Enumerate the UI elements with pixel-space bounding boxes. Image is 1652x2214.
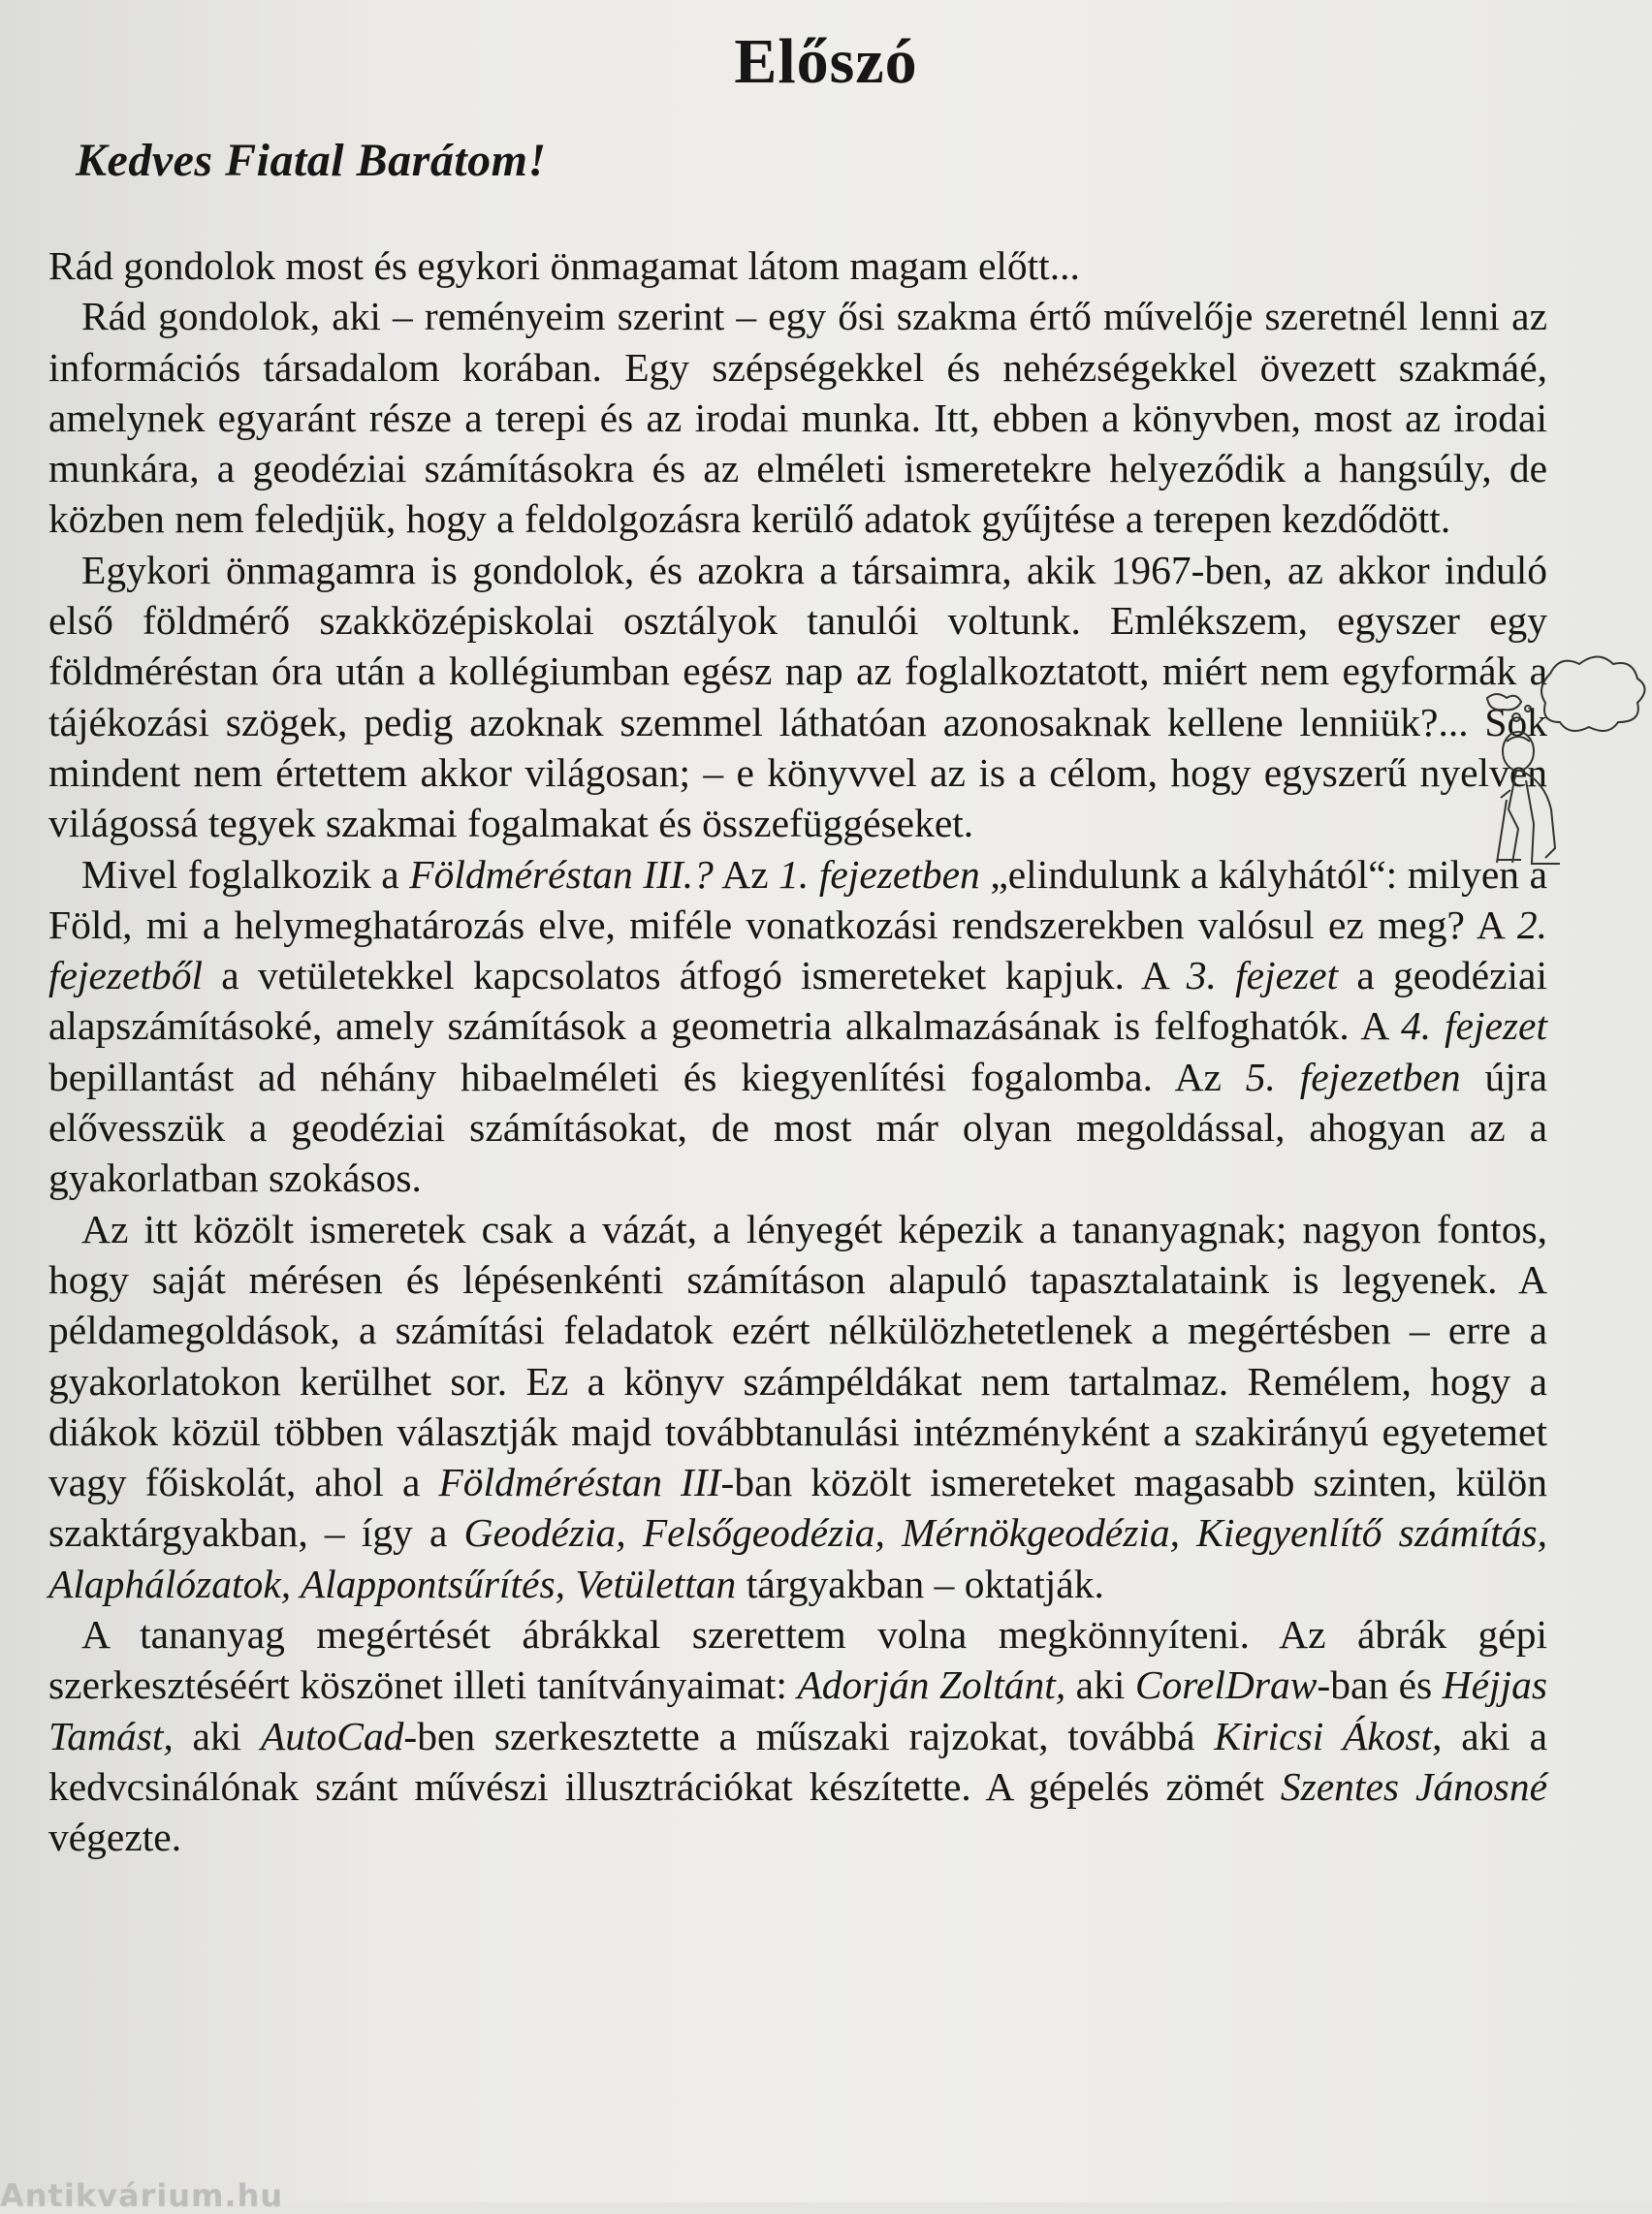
italic-text: 2. fejezetből (48, 901, 1547, 998)
text-segment: Rád gondolok, aki – reményeim szerint – egy ősi szakma értő művelője szeretnél lenni az információs társadalom korában. Egy szépségekkel és nehézségekkel övezett szakmáé, amelynek egyaránt része a terepi és az irodai munka. Itt, ebben a könyvben, most az irodai munkára, a geodéziai számításokra és az elméleti ismeretekre helyeződik a hangsúly, de közben nem feledjük, hogy a feldolgozásra kerülő adatok gyűjtése a terepen kezdődött. (48, 294, 1547, 542)
text-segment: aki (173, 1713, 261, 1758)
italic-text: 4. fejezet (1400, 1003, 1547, 1049)
salutation: Kedves Fiatal Barátom! (76, 135, 547, 186)
cartoon-illustration (1477, 645, 1652, 868)
italic-text: Kiricsi Ákost (1214, 1713, 1433, 1758)
page-title: Előszó (734, 26, 918, 97)
italic-text: CorelDraw (1134, 1662, 1318, 1708)
text-segment: , aki a kedvcsinálónak szánt művészi illusztrációkat készítette. A gépelés zömét (48, 1713, 1547, 1809)
text-segment: A tananyag megértését ábrákkal szerettem volna megkönnyíteni. Az ábrák gépi szerkesztéséért köszönet illeti tanítványaimat: (48, 1612, 1547, 1708)
italic-text: Héjjas Tamást, (48, 1662, 1548, 1758)
paragraph (48, 291, 1547, 544)
text-segment: a geodéziai alapszámításoké, amely számítások a geometria alkalmazásának is felfoghatók. A (48, 953, 1547, 1049)
text-segment: Egykori önmagamra is gondolok, és azokra a társaimra, akik 1967-ben, az akkor induló első földmérő szakközépiskolai osztályok tanulói voltunk. Emlékszem, egyszer egy földméréstan óra után a kollégiumban egész nap az foglalkoztatott, miért nem egyformák a tájékozási szögek, pedig azoknak szemmel láthatóan azonosaknak kellene lenniük?... Sok mindent nem értettem akkor világosan; – e könyvvel az is a célom, hogy egyszerű nyelven világossá tegyek szakmai fogalmakat és összefüggéseket. (48, 547, 1547, 846)
text-segment: „elindulunk a kályhától“: milyen a Föld, mi a helymeghatározás elve, miféle vonatkozási rendszerekben valósul ez meg? A (48, 851, 1547, 947)
italic-text: Földméréstan III (438, 1460, 721, 1505)
preface-body (48, 240, 1547, 1863)
italic-text: AutoCad (260, 1713, 404, 1758)
text-segment: bepillantást ad néhány hibaelméleti és kiegyenlítési fogalomba. Az (48, 1054, 1246, 1099)
text-segment: újra elővesszük a geodéziai számításokat, de most már olyan megoldással, ahogyan az a gyakorlatban szokásos. (48, 1054, 1547, 1201)
watermark: Antikvárium.hu (0, 2177, 284, 2214)
italic-text: Geodézia, Felsőgeodézia, Mérnökgeodézia, Kiegyenlítő számítás, Alaphálózatok, Alappontsűrítés, Vetülettan (48, 1510, 1547, 1606)
text-segment: -ban és (1317, 1662, 1443, 1708)
paragraph (48, 849, 1547, 1204)
text-segment: tárgyakban – oktatják. (736, 1561, 1104, 1606)
text-segment: a vetületekkel kapcsolatos átfogó ismereteket kapjuk. A (203, 953, 1187, 998)
paragraph (48, 545, 1547, 849)
text-segment: -ban közölt ismereteket magasabb szinten, külön szaktárgyakban, – így a (48, 1460, 1547, 1556)
paragraph (48, 1609, 1547, 1862)
text-segment: Az itt közölt ismeretek csak a vázát, a lényegét képezik a tananyagnak; nagyon fontos, hogy saját mérésen és lépésenkénti számításon alapuló tapasztalataink is legyenek. A példamegoldások, a számítási feladatok ezért nélkülözhetetlenek a megértésben – erre a gyakorlatokon kerülhet sor. Ez a könyv számpéldákat nem tartalmaz. Remélem, hogy a diákok közül többen választják majd továbbtanulási intézményként a szakirányú egyetemet vagy főiskolát, ahol a (48, 1206, 1547, 1505)
italic-text: Adorján Zoltánt, (797, 1662, 1066, 1708)
italic-text: 1. fejezetben (778, 851, 980, 897)
italic-text: Földméréstan III.? (409, 851, 714, 897)
text-segment: Az (713, 851, 779, 897)
italic-text: 5. fejezetben (1245, 1054, 1461, 1099)
paragraph (48, 1204, 1547, 1609)
text-segment: végezte. (48, 1815, 182, 1860)
text-segment: -ben szerkesztette a műszaki rajzokat, továbbá (403, 1713, 1215, 1758)
text-segment: aki (1065, 1662, 1135, 1708)
italic-text: 3. fejezet (1186, 953, 1339, 998)
paragraph (48, 240, 1547, 291)
text-segment: Rád gondolok most és egykori önmagamat látom magam előtt... (48, 243, 1080, 288)
italic-text: Szentes Jánosné (1280, 1763, 1547, 1809)
text-segment: Mivel foglalkozik a (81, 851, 410, 897)
